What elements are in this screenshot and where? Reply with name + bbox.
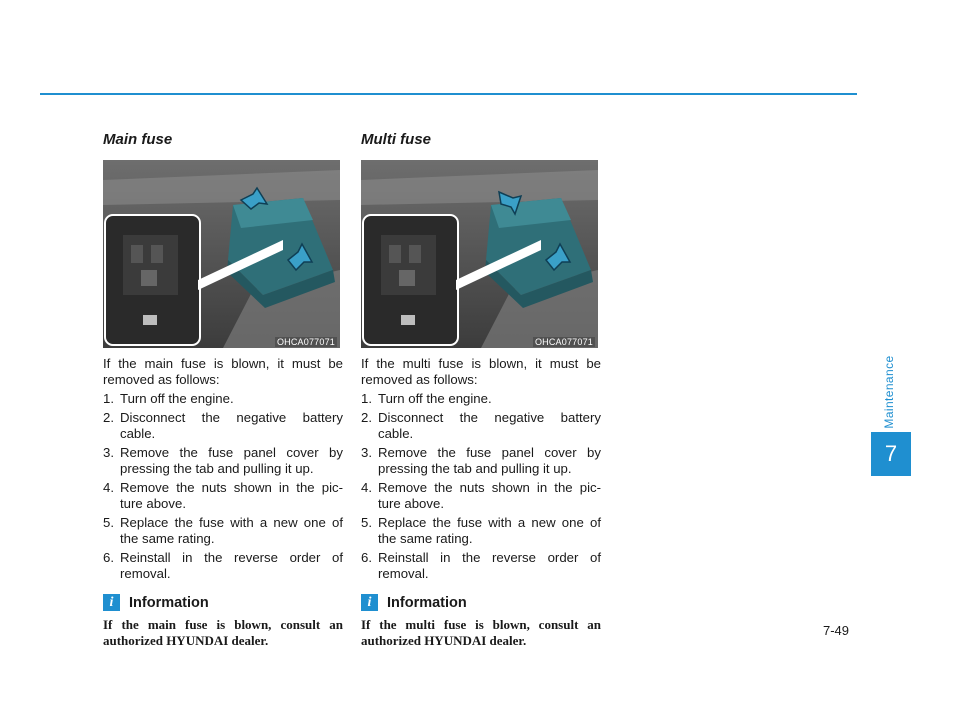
information-text: If the multi fuse is blown, consult an authorized HYUNDAI dealer. bbox=[361, 617, 601, 648]
main-fuse-section bbox=[103, 130, 343, 649]
list-item: 1. Turn off the engine. bbox=[103, 391, 234, 406]
engine-bay-illustration bbox=[103, 160, 340, 348]
info-icon: i bbox=[103, 594, 120, 611]
multi-fuse-figure bbox=[361, 160, 598, 348]
multi-fuse-section bbox=[361, 130, 601, 649]
list-item: 6. Reinstall in the reverse order of removal. bbox=[361, 550, 601, 581]
list-item: 5. Replace the fuse with a new one of the same rating. bbox=[103, 515, 343, 546]
instructions bbox=[361, 356, 601, 649]
instructions bbox=[103, 356, 343, 649]
figure-code: OHCA077071 bbox=[276, 337, 335, 347]
information-header bbox=[361, 594, 601, 611]
steps-list bbox=[103, 391, 343, 582]
info-icon: i bbox=[361, 594, 378, 611]
section-title: Multi fuse bbox=[361, 131, 431, 148]
engine-bay-illustration bbox=[361, 160, 598, 348]
list-item: 3. Remove the fuse panel cover by pressing the tab and pulling it up. bbox=[103, 445, 343, 476]
information-header bbox=[103, 594, 343, 611]
information-title: Information bbox=[387, 594, 467, 611]
main-fuse-figure bbox=[103, 160, 340, 348]
information-title: Information bbox=[129, 594, 209, 611]
section-title: Main fuse bbox=[103, 131, 173, 148]
figure-code: OHCA077071 bbox=[534, 337, 593, 347]
list-item: 5. Replace the fuse with a new one of the same rating. bbox=[361, 515, 601, 546]
header-rule bbox=[40, 93, 857, 95]
list-item: 6. Reinstall in the reverse order of removal. bbox=[103, 550, 343, 581]
list-item: 3. Remove the fuse panel cover by pressing the tab and pulling it up. bbox=[361, 445, 601, 476]
chapter-tab: 7 bbox=[871, 432, 911, 476]
intro-text: If the main fuse is blown, it must be removed as follows: bbox=[103, 356, 343, 387]
list-item: 2. Disconnect the negative battery cable. bbox=[103, 410, 343, 441]
chapter-side-label bbox=[874, 352, 904, 432]
steps-list bbox=[361, 391, 601, 582]
list-item: 4. Remove the nuts shown in the pic-ture above. bbox=[361, 480, 601, 511]
information-text: If the main fuse is blown, consult an authorized HYUNDAI dealer. bbox=[103, 617, 343, 648]
list-item: 1. Turn off the engine. bbox=[361, 391, 492, 406]
intro-text: If the multi fuse is blown, it must be removed as follows: bbox=[361, 356, 601, 387]
page-number: 7-49 bbox=[823, 623, 850, 638]
chapter-label: Maintenance bbox=[882, 355, 896, 429]
list-item: 4. Remove the nuts shown in the pic-ture above. bbox=[103, 480, 343, 511]
list-item: 2. Disconnect the negative battery cable. bbox=[361, 410, 601, 441]
